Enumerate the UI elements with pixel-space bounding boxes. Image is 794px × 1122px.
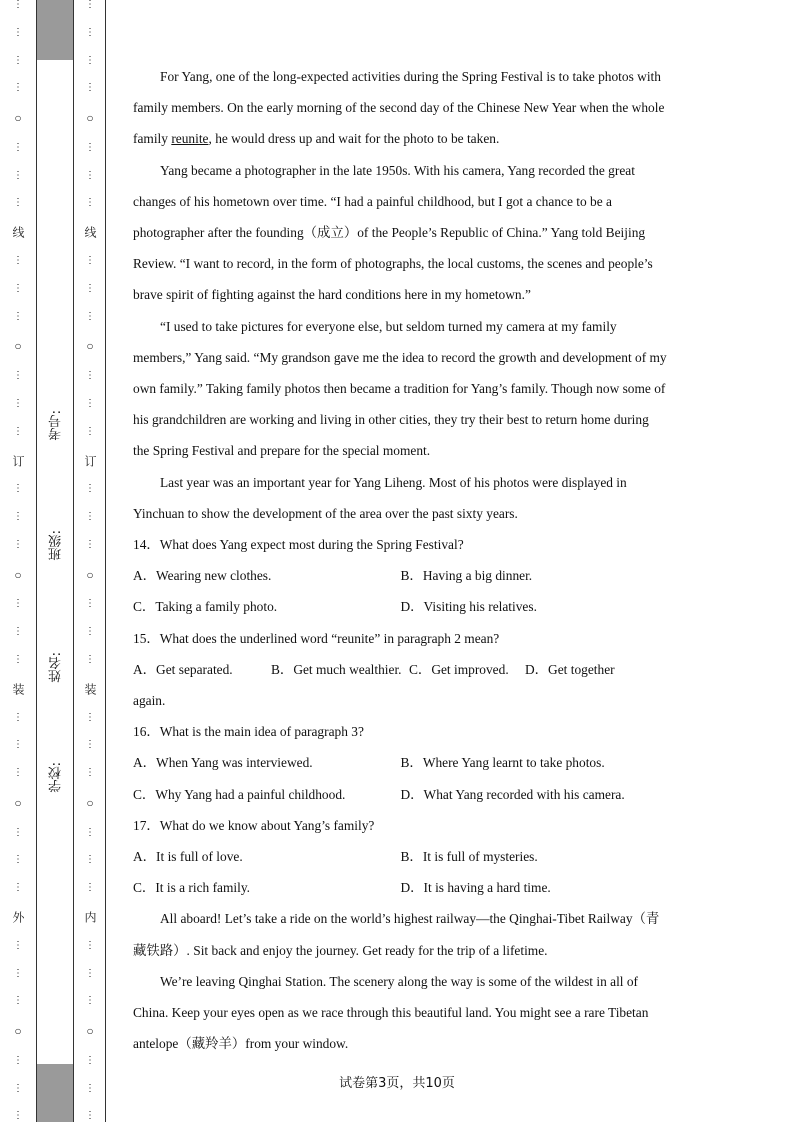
passage2-paragraph-2: We’re leaving Qinghai Station. The scenery along the way is some of the wildest in all of China. Keep your eyes open as we race through this beautiful land. You might see a rare Tibetan antelope（藏羚羊）from your window.	[133, 973, 649, 1052]
question-16-stem: 16．What is the main idea of paragraph 3?	[133, 724, 364, 740]
passage1-paragraph-3: “I used to take pictures for everyone else, but seldom turned my camera at my family members,” Yang said. “My grandson gave me the idea to record the growth and development of my own family.” Taking family photos then became a tradition for Yang’s family. Though now some of his grandchildren are working and living in other cities, they try their best to return home during the Spring Festival and prepare for the special moment.	[133, 318, 667, 459]
underlined-word: reunite	[171, 131, 209, 147]
outer-circle-3: ○	[11, 567, 25, 582]
passage2-paragraph-1: All aboard! Let’s take a ride on the world’s highest railway—the Qinghai-Tibet Railway（青藏铁路）. Sit back and enjoy the journey. Get ready for the trip of a lifetime.	[133, 911, 660, 958]
question-14-options-row-2	[133, 591, 668, 622]
q14-option-b[interactable]: B．Having a big dinner.	[400, 568, 533, 584]
exam-number-label: 考号:	[49, 410, 64, 441]
outer-circle-2: ○	[11, 339, 25, 354]
binding-line	[105, 0, 106, 1122]
outer-line-char: 线	[11, 226, 25, 239]
q14-option-a[interactable]: A．Wearing new clothes.	[133, 568, 272, 584]
inner-bind-char: 订	[83, 454, 97, 467]
school-label: 学校:	[49, 762, 64, 793]
inner-circle-3: ○	[83, 567, 97, 582]
inner-circle-2: ○	[83, 339, 97, 354]
passage1-paragraph-2: Yang became a photographer in the late 1950s. With his camera, Yang recorded the great changes of his hometown over time. “I had a painful childhood, but I got a chance to be a photographer after the founding（成立）of the People’s Republic of China.” Yang told Beijing Review. “I want to record, in the form of photographs, the local customs, the scenes and people’s brave spirit of fighting against the hard conditions here in my hometown.”	[133, 162, 653, 303]
q15-option-a[interactable]: A．Get separated.	[133, 661, 233, 677]
page-footer: 试卷第3页，共10页	[339, 1076, 455, 1091]
question-14-stem: 14．What does Yang expect most during the Spring Festival?	[133, 537, 464, 553]
q17-option-b[interactable]: B．It is full of mysteries.	[400, 849, 538, 865]
question-16-options-row-2	[133, 779, 668, 810]
q15-option-d[interactable]: D．Get together	[525, 661, 615, 677]
q14-option-d[interactable]: D．Visiting his relatives.	[400, 599, 537, 615]
q14-option-c[interactable]: C．Taking a family photo.	[133, 599, 278, 615]
q17-option-c[interactable]: C．It is a rich family.	[133, 880, 251, 896]
q17-option-d[interactable]: D．It is having a hard time.	[400, 880, 551, 896]
exam-content	[133, 61, 668, 1060]
q17-option-a[interactable]: A．It is full of love.	[133, 849, 243, 865]
question-17-options-row-2	[133, 872, 668, 903]
q15-option-c[interactable]: C．Get improved.	[409, 661, 509, 677]
question-16-options-row-1	[133, 747, 668, 778]
outer-outside-char: 外	[11, 911, 25, 923]
question-17-options-row-1	[133, 841, 668, 872]
outer-circle-5: ○	[11, 1024, 25, 1039]
strip-top-block	[37, 0, 73, 60]
inner-circle-1: ○	[83, 111, 97, 126]
q15-option-b[interactable]: B．Get much wealthier.	[271, 661, 402, 677]
passage1-paragraph-1: For Yang, one of the long-expected activities during the Spring Festival is to take photos with family members. On the early morning of the second day of the Chinese New Year when the whole family reunite, he would dress up and wait for the photo to be taken.	[133, 69, 665, 147]
outer-mount-char: 装	[11, 682, 25, 695]
inner-circle-4: ○	[83, 795, 97, 810]
inner-margin-marks: ⋮ ⋮ ⋮ ⋮ ○ ⋮ ⋮ ⋮ 线 ⋮ ⋮ ⋮ ○ ⋮ ⋮ ⋮ 订 ⋮ ⋮ ⋮ ○ ⋮ ⋮ ⋮ 装 ⋮ ⋮ ⋮ ○ ⋮ ⋮ ⋮ 内 ⋮ ⋮ ⋮ ○ ⋮ ⋮ ⋮	[83, 0, 97, 1122]
question-14-options-row-1	[133, 560, 668, 591]
passage1-paragraph-4: Last year was an important year for Yang Liheng. Most of his photos were displayed in Yinchuan to show the development of the area over the past sixty years.	[133, 474, 627, 521]
question-15-stem: 15．What does the underlined word “reunite” in paragraph 2 mean?	[133, 630, 500, 646]
student-info-strip	[36, 0, 74, 1122]
outer-margin-marks: ⋮ ⋮ ⋮ ⋮ ○ ⋮ ⋮ ⋮ 线 ⋮ ⋮ ⋮ ○ ⋮ ⋮ ⋮ 订 ⋮ ⋮ ⋮ ○ ⋮ ⋮ ⋮ 装 ⋮ ⋮ ⋮ ○ ⋮ ⋮ ⋮ 外 ⋮ ⋮ ⋮ ○ ⋮ ⋮ ⋮	[11, 0, 25, 1122]
q15-option-d-continuation: again.	[133, 693, 166, 709]
name-label: 姓名:	[49, 652, 64, 683]
outer-circle-4: ○	[11, 795, 25, 810]
inner-mount-char: 装	[83, 682, 97, 695]
q16-option-c[interactable]: C．Why Yang had a painful childhood.	[133, 786, 346, 802]
q16-option-a[interactable]: A．When Yang was interviewed.	[133, 755, 313, 771]
outer-circle-1: ○	[11, 111, 25, 126]
question-17-stem: 17．What do we know about Yang’s family?	[133, 817, 375, 833]
inner-circle-5: ○	[83, 1024, 97, 1039]
question-15-options-row	[133, 654, 668, 685]
class-label: 班级:	[49, 530, 64, 561]
inner-inside-char: 内	[83, 911, 97, 923]
outer-bind-char: 订	[11, 454, 25, 467]
q16-option-b[interactable]: B．Where Yang learnt to take photos.	[400, 755, 605, 771]
inner-line-char: 线	[83, 226, 97, 239]
q16-option-d[interactable]: D．What Yang recorded with his camera.	[400, 786, 625, 802]
